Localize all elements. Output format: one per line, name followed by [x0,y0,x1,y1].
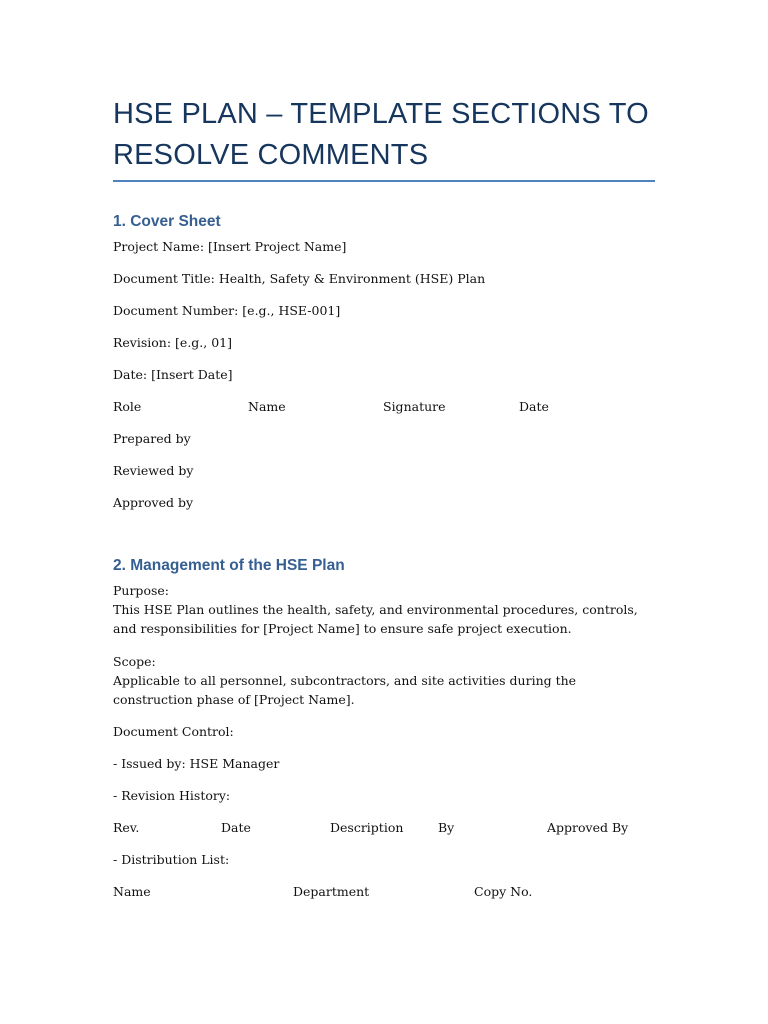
header-name: Name [248,399,286,414]
revision-history-label: - Revision History: [113,788,231,803]
header-rev: Rev. [113,820,140,835]
distribution-list-header [113,882,658,901]
header-dist-name: Name [113,884,151,899]
scope-text: Applicable to all personnel, subcontractors, and site activities during the construction phase of [Project Name]. [113,673,577,707]
title-divider [113,180,655,182]
field-date: Date: [Insert Date] [113,367,233,382]
approval-row-reviewed: Reviewed by [113,463,194,478]
purpose-text: This HSE Plan outlines the health, safety, and environmental procedures, controls, and responsibilities for [Project Name] to ensure safe project execution. [113,602,638,636]
approval-row-approved: Approved by [113,495,194,510]
approval-row-prepared: Prepared by [113,431,191,446]
issued-by: - Issued by: HSE Manager [113,756,280,771]
scope-label: Scope: [113,654,156,669]
section-heading-cover-sheet: 1. Cover Sheet [113,213,221,230]
section-heading-management: 2. Management of the HSE Plan [113,557,345,574]
approval-table-header [113,397,658,416]
header-approved-by: Approved By [547,820,629,835]
document-title: HSE PLAN – TEMPLATE SECTIONS TO RESOLVE COMMENTS [113,98,649,171]
header-department: Department [293,884,370,899]
field-revision: Revision: [e.g., 01] [113,335,232,350]
header-date: Date [519,399,549,414]
header-description: Description [330,820,404,835]
header-by: By [438,820,455,835]
field-project-name: Project Name: [Insert Project Name] [113,239,347,254]
field-document-title: Document Title: Health, Safety & Environment (HSE) Plan [113,271,486,286]
document-control-label: Document Control: [113,724,234,739]
header-signature: Signature [383,399,446,414]
header-rev-date: Date [221,820,251,835]
header-copy-no: Copy No. [474,884,533,899]
header-role: Role [113,399,142,414]
distribution-list-label: - Distribution List: [113,852,230,867]
purpose-label: Purpose: [113,583,169,598]
revision-history-header [113,818,658,837]
field-document-number: Document Number: [e.g., HSE-001] [113,303,341,318]
